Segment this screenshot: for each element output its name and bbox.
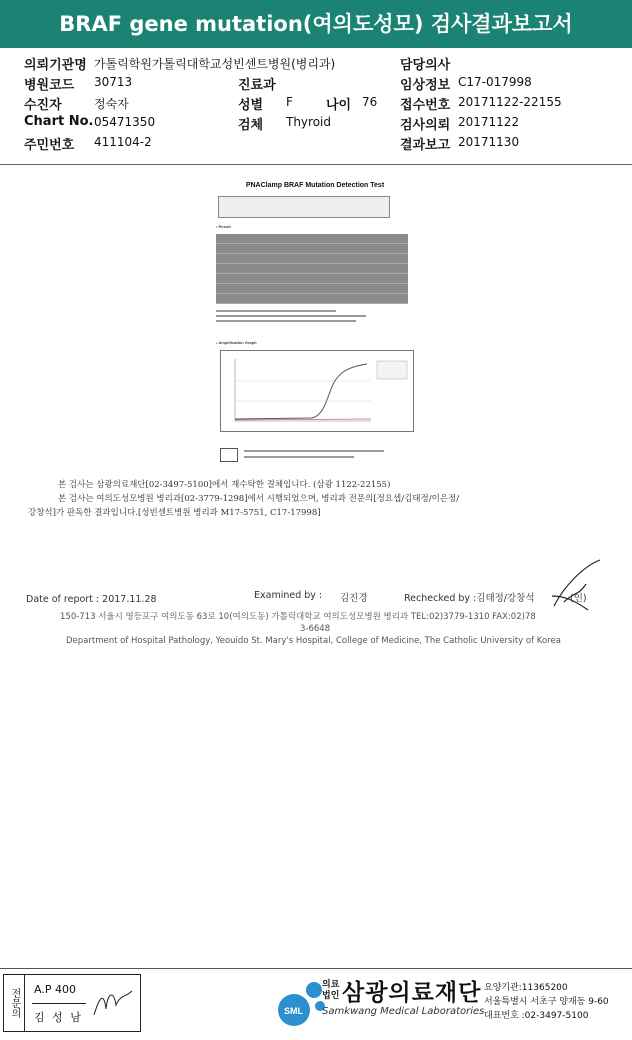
stamp-line-2: 김 성 남	[34, 1011, 83, 1024]
seal-mark: (인)	[570, 593, 587, 604]
id-value: 411104-2	[94, 135, 152, 149]
clinical-label: 임상정보	[400, 78, 451, 93]
report-date: Date of report : 2017.11.28	[26, 594, 157, 605]
note-line-1: 본 검사는 삼광의료재단[02-3497-5100]에서 재수탁한 결체입니다. (삼광 1122-22155)	[58, 480, 391, 490]
hosp-code-value: 30713	[94, 75, 133, 89]
note-line-3: 강창석]가 판독한 결과입니다.[성빈센트병원 병리과 M17-5751, C17-17998]	[28, 508, 321, 518]
result-table	[216, 234, 408, 304]
receiver-value: 정숙자	[94, 97, 129, 111]
hosp-code-label: 병원코드	[24, 78, 75, 93]
examined-label: Examined by :	[254, 590, 323, 601]
scan-logo	[220, 448, 238, 462]
amplification-graph	[220, 350, 414, 432]
report-date-label: 결과보고	[400, 138, 451, 153]
org-name-en: Samkwang Medical Laboratories	[322, 1006, 485, 1017]
stamp-side-label: 전문의	[4, 975, 25, 1031]
footer-divider	[0, 968, 632, 969]
patient-info	[0, 48, 632, 166]
svg-text:SML: SML	[284, 1006, 303, 1016]
accept-value: 20171122-22155	[458, 95, 562, 109]
scan-title: PNAClamp BRAF Mutation Detection Test	[245, 182, 385, 189]
graph-label: • Amplification Graph	[216, 340, 257, 345]
specimen-value: Thyroid	[286, 115, 331, 129]
address-kr-2: 3-6648	[300, 624, 331, 634]
sex-value: F	[286, 95, 293, 109]
scan-header-table	[218, 196, 390, 218]
address-en: Department of Hospital Pathology, Yeouido St. Mary's Hospital, College of Medicine, The Catholic University of Korea	[66, 636, 561, 646]
doctor-label: 담당의사	[400, 58, 451, 73]
specialist-stamp	[3, 974, 141, 1032]
signature-icon	[544, 556, 610, 616]
info-divider	[0, 164, 632, 165]
standard-text	[216, 310, 396, 322]
org-address: 서울특별시 서초구 양재동 9-60	[484, 997, 609, 1007]
stamp-signature-icon	[90, 985, 136, 1023]
scanned-result-sheet	[210, 172, 420, 472]
accept-label: 접수번호	[400, 98, 451, 113]
req-org-label: 의뢰기관명	[24, 58, 87, 73]
age-label: 나이	[326, 98, 352, 113]
receiver-label: 수진자	[24, 98, 62, 113]
yoyang-code: 요양기관:11365200	[484, 983, 568, 993]
specimen-label: 검체	[238, 118, 264, 133]
req-org-value: 가톨릭학원가톨릭대학교성빈센트병원(병리과)	[94, 57, 336, 71]
org-type: 의료 법인	[322, 980, 340, 1001]
req-date-value: 20171122	[458, 115, 520, 129]
chart-value: 05471350	[94, 115, 156, 129]
org-name: 삼광의료재단	[342, 980, 482, 1006]
report-date-value: 20171130	[458, 135, 520, 149]
dept-label: 진료과	[238, 78, 276, 93]
address-kr: 150-713 서울시 영등포구 여의도동 63로 10(여의도동) 가톨릭대학교 여의도성모병원 병리과 TEL:02)3779-1310 FAX:02)78	[60, 612, 536, 622]
clinical-value: C17-017998	[458, 75, 532, 89]
chart-label: Chart No.	[24, 114, 94, 129]
sex-label: 성별	[238, 98, 264, 113]
examined-value: 김진경	[340, 593, 368, 604]
result-label: • Result	[216, 224, 231, 229]
rechecked-label: Rechecked by :김태정/강창석	[404, 593, 535, 604]
org-phone: 대표번호 :02-3497-5100	[484, 1011, 589, 1021]
id-label: 주민번호	[24, 138, 75, 153]
report-title: BRAF gene mutation(여의도성모) 검사결과보고서	[0, 0, 632, 48]
age-value: 76	[362, 95, 378, 109]
req-date-label: 검사의뢰	[400, 118, 451, 133]
stamp-line-1: A.P 400	[34, 983, 76, 996]
note-line-2: 본 검사는 여의도성모병원 병리과[02-3779-1298]에서 시행되었으며, 병리과 전문의[정요셉/김태정/이은정/	[58, 494, 460, 504]
